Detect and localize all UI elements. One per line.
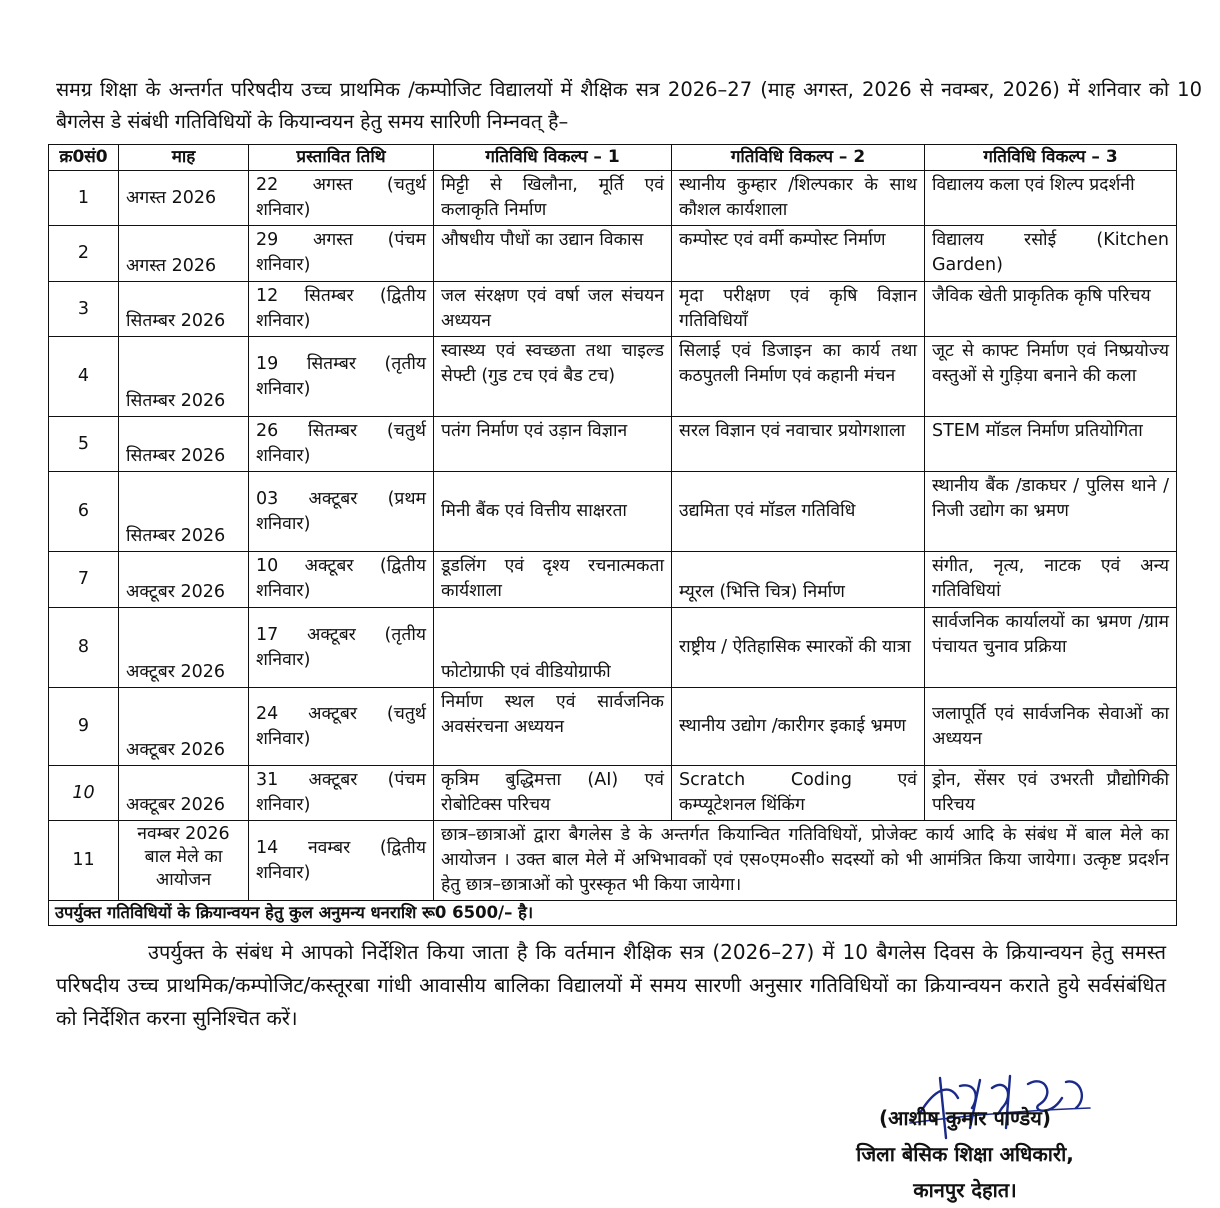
cell-serial: 8 [49,608,119,688]
cell-serial: 7 [49,552,119,608]
cell-option-3: विद्यालय रसोई (Kitchen Garden) [925,226,1177,282]
cell-option-2: सिलाई एवं डिजाइन का कार्य तथा कठपुतली निर्माण एवं कहानी मंचन [672,337,925,417]
cell-serial: 2 [49,226,119,282]
intro-text: समग्र शिक्षा के अन्तर्गत परिषदीय उच्च प्राथमिक /कम्पोजिट विद्यालयों में शैक्षिक सत्र 2026–27 (माह अगस्त, 2026 से नवम्बर, 2026) में शनिवार को 10 बैगलेस डे संबंधी गतिविधियों के कियान्वयन हेतु समय सारिणी निम्नवत् है– [56,78,1202,133]
instruction-paragraph: उपर्युक्त के संबंध मे आपको निर्देशित किया जाता है कि वर्तमान शैक्षिक सत्र (2026–27) में 10 बैगलेस दिवस के क्रियान्वयन हेतु समस्त परिषदीय उच्च प्राथमिक/कम्पोजिट/कस्तूरबा गांधी आवासीय बालिका विद्यालयों में समय सारणी अनुसार गतिविधियों का क्रियान्वयन कराते हुये सर्वसंबंधित को निर्देशित करना सुनिश्चित करें। [56,940,1166,1030]
cell-option-3: विद्यालय कला एवं शिल्प प्रदर्शनी [925,171,1177,226]
cell-option-2: स्थानीय कुम्हार /शिल्पकार के साथ कौशल कार्यशाला [672,171,925,226]
col-header-serial: क्र0सं0 [49,145,119,171]
table-row [49,226,1177,282]
cell-option-2: Scratch Coding एवं कम्प्यूटेशनल थिंकिंग [672,766,925,821]
cell-option-1: स्वास्थ्य एवं स्वच्छता तथा चाइल्ड सेफ्टी (गुड टच एवं बैड टच) [434,337,672,417]
cell-month: अक्टूबर 2026 [119,766,249,821]
officer-name: (आशीष कुमार पाण्डेय) [878,1106,1051,1130]
cell-month: अक्टूबर 2026 [119,608,249,688]
officer-place: कानपुर देहात। [913,1178,1017,1202]
schedule-table [48,144,1177,926]
cell-month: सितम्बर 2026 [119,417,249,472]
cell-serial: 3 [49,282,119,337]
cell-date: 17 अक्टूबर (तृतीय शनिवार) [249,608,434,688]
table-row-bal-mela [49,821,1177,901]
cell-option-3: जलापूर्ति एवं सार्वजनिक सेवाओं का अध्ययन [925,688,1177,766]
cell-month: अगस्त 2026 [119,226,249,282]
col-header-month: माह [119,145,249,171]
cell-option-3: ड्रोन, सेंसर एवं उभरती प्रौद्योगिकी परिचय [925,766,1177,821]
cell-date: 10 अक्टूबर (द्वितीय शनिवार) [249,552,434,608]
table-row [49,171,1177,226]
cell-date: 14 नवम्बर (द्वितीय शनिवार) [249,821,434,901]
cell-option-1: मिट्टी से खिलौना, मूर्ति एवं कलाकृति निर्माण [434,171,672,226]
cell-month: अक्टूबर 2026 [119,688,249,766]
cell-date: 24 अक्टूबर (चतुर्थ शनिवार) [249,688,434,766]
col-header-option-1: गतिविधि विकल्प – 1 [434,145,672,171]
cell-serial: 4 [49,337,119,417]
col-header-date: प्रस्तावित तिथि [249,145,434,171]
cell-option-1: कृत्रिम बुद्धिमत्ता (AI) एवं रोबोटिक्स परिचय [434,766,672,821]
cell-month: सितम्बर 2026 [119,472,249,552]
table-total-row [49,901,1177,926]
cell-serial: 9 [49,688,119,766]
cell-month: नवम्बर 2026 बाल मेले का आयोजन [119,821,249,901]
cell-date: 19 सितम्बर (तृतीय शनिवार) [249,337,434,417]
cell-option-2: मृदा परीक्षण एवं कृषि विज्ञान गतिविधियाँ [672,282,925,337]
cell-option-1: मिनी बैंक एवं वित्तीय साक्षरता [434,472,672,552]
cell-option-3: संगीत, नृत्य, नाटक एवं अन्य गतिविधियां [925,552,1177,608]
cell-option-1: पतंग निर्माण एवं उड़ान विज्ञान [434,417,672,472]
col-header-option-2: गतिविधि विकल्प – 2 [672,145,925,171]
cell-serial: 6 [49,472,119,552]
cell-date: 31 अक्टूबर (पंचम शनिवार) [249,766,434,821]
cell-option-1: औषधीय पौधों का उद्यान विकास [434,226,672,282]
table-row [49,552,1177,608]
cell-option-3: STEM मॉडल निर्माण प्रतियोगिता [925,417,1177,472]
officer-designation: जिला बेसिक शिक्षा अधिकारी, [856,1142,1074,1166]
col-header-option-3: गतिविधि विकल्प – 3 [925,145,1177,171]
cell-option-2: कम्पोस्ट एवं वर्मी कम्पोस्ट निर्माण [672,226,925,282]
cell-option-1: डूडलिंग एवं दृश्य रचनात्मकता कार्यशाला [434,552,672,608]
table-row [49,608,1177,688]
cell-date: 03 अक्टूबर (प्रथम शनिवार) [249,472,434,552]
cell-month: सितम्बर 2026 [119,282,249,337]
table-row [49,472,1177,552]
cell-month: अक्टूबर 2026 [119,552,249,608]
cell-option-2: उद्यमिता एवं मॉडल गतिविधि [672,472,925,552]
cell-option-1: निर्माण स्थल एवं सार्वजनिक अवसंरचना अध्ययन [434,688,672,766]
cell-serial: 10 [49,766,119,821]
table-row [49,766,1177,821]
cell-option-2: म्यूरल (भित्ति चित्र) निर्माण [672,552,925,608]
cell-option-3: स्थानीय बैंक /डाकघर / पुलिस थाने / निजी उद्योग का भ्रमण [925,472,1177,552]
cell-date: 22 अगस्त (चतुर्थ शनिवार) [249,171,434,226]
cell-date: 12 सितम्बर (द्वितीय शनिवार) [249,282,434,337]
table-header-row [49,145,1177,171]
cell-option-1: जल संरक्षण एवं वर्षा जल संचयन अध्ययन [434,282,672,337]
table-row [49,282,1177,337]
table-row [49,688,1177,766]
cell-option-3: जूट से काफ्ट निर्माण एवं निष्प्रयोज्य वस्तुओं से गुड़िया बनाने की कला [925,337,1177,417]
cell-date: 26 सितम्बर (चतुर्थ शनिवार) [249,417,434,472]
cell-date: 29 अगस्त (पंचम शनिवार) [249,226,434,282]
cell-option-1: फोटोग्राफी एवं वीडियोग्राफी [434,608,672,688]
cell-option-3: सार्वजनिक कार्यालयों का भ्रमण /ग्राम पंचायत चुनाव प्रक्रिया [925,608,1177,688]
total-amount-note: उपर्युक्त गतिविधियों के क्रियान्वयन हेतु कुल अनुमन्य धनराशि रू0 6500/– है। [49,901,1177,926]
cell-merged-activity: छात्र–छात्राओं द्वारा बैगलेस डे के अन्तर्गत कियान्वित गतिविधियों, प्रोजेक्ट कार्य आदि के संबंध में बाल मेले का आयोजन । उक्त बाल मेले में अभिभावकों एवं एस०एम०सी० सदस्यों को भी आमंत्रित किया जायेगा। उत्कृष्ट प्रदर्शन हेतु छात्र–छात्राओं को पुरस्कृत भी किया जायेगा। [434,821,1177,901]
cell-month: अगस्त 2026 [119,171,249,226]
table-row [49,337,1177,417]
cell-option-2: स्थानीय उद्योग /कारीगर इकाई भ्रमण [672,688,925,766]
signature-block [800,1100,1130,1208]
cell-serial: 1 [49,171,119,226]
cell-month: सितम्बर 2026 [119,337,249,417]
table-row [49,417,1177,472]
cell-option-3: जैविक खेती प्राकृतिक कृषि परिचय [925,282,1177,337]
cell-serial: 11 [49,821,119,901]
cell-serial: 5 [49,417,119,472]
cell-option-2: राष्ट्रीय / ऐतिहासिक स्मारकों की यात्रा [672,608,925,688]
cell-option-2: सरल विज्ञान एवं नवाचार प्रयोगशाला [672,417,925,472]
